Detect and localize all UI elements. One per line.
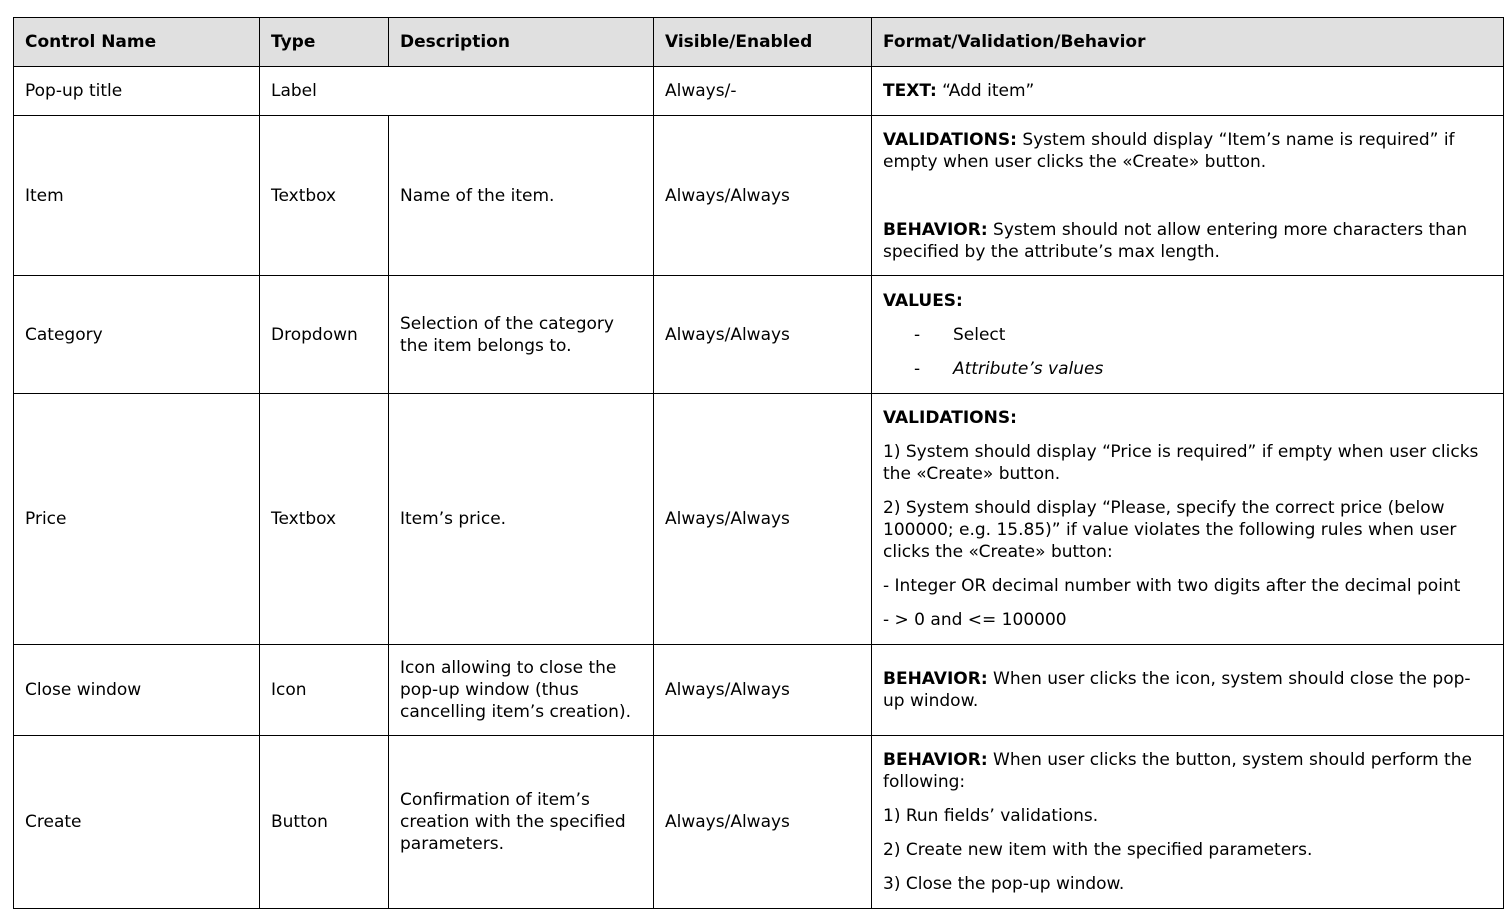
cell-description: Name of the item.	[389, 116, 654, 276]
cell-control: Create	[14, 736, 260, 909]
values-label: VALUES:	[883, 290, 963, 311]
validations-label-line	[883, 407, 1492, 429]
cell-format	[872, 645, 1504, 736]
header-type: Type	[260, 18, 389, 67]
cell-control: Category	[14, 276, 260, 394]
header-format: Format/Validation/Behavior	[872, 18, 1504, 67]
spec-table	[13, 17, 1504, 909]
validations-paragraph	[883, 129, 1492, 173]
list-dash: -	[914, 358, 921, 379]
table-row	[14, 116, 1504, 276]
behavior-step: 2) Create new item with the specified parameters.	[883, 840, 1313, 860]
cell-description: Item’s price.	[389, 394, 654, 645]
cell-description: Confirmation of item’s creation with the specified parameters.	[389, 736, 654, 909]
list-item	[883, 324, 1492, 346]
format-text: “Add item”	[936, 81, 1035, 101]
cell-description: Icon allowing to close the pop-up window (thus cancelling item’s creation).	[389, 645, 654, 736]
cell-type: Icon	[260, 645, 389, 736]
cell-format	[872, 276, 1504, 394]
header-control-name: Control Name	[14, 18, 260, 67]
cell-type: Button	[260, 736, 389, 909]
cell-format	[872, 116, 1504, 276]
behavior-text: When user clicks the button, system should perform the following:	[883, 750, 1472, 792]
validations-label: VALIDATIONS:	[883, 129, 1017, 150]
table-row	[14, 276, 1504, 394]
cell-visible: Always/-	[654, 67, 872, 116]
behavior-step: 3) Close the pop-up window.	[883, 874, 1125, 894]
validation-rule: 1) System should display “Price is required” if empty when user clicks the «Create» button.	[883, 442, 1479, 484]
cell-visible: Always/Always	[654, 645, 872, 736]
behavior-text: When user clicks the icon, system should close the pop-up window.	[883, 669, 1471, 711]
header-description: Description	[389, 18, 654, 67]
behavior-paragraph	[883, 219, 1492, 263]
cell-type: Textbox	[260, 116, 389, 276]
cell-format	[872, 67, 1504, 116]
behavior-label: BEHAVIOR:	[883, 669, 988, 689]
list-item-text: Attribute’s values	[953, 358, 1104, 379]
list-dash: -	[914, 324, 921, 345]
table-row	[14, 67, 1504, 116]
cell-control: Pop-up title	[14, 67, 260, 116]
validation-rule: - Integer OR decimal number with two digits after the decimal point	[883, 576, 1461, 596]
cell-visible: Always/Always	[654, 736, 872, 909]
cell-type: Textbox	[260, 394, 389, 645]
cell-type: Label	[260, 67, 654, 116]
validations-text: System should display “Item’s name is required” if empty when user clicks the «Create» button.	[883, 129, 1455, 172]
cell-control: Item	[14, 116, 260, 276]
table-row	[14, 736, 1504, 909]
cell-visible: Always/Always	[654, 116, 872, 276]
cell-control: Close window	[14, 645, 260, 736]
behavior-step: 1) Run fields’ validations.	[883, 806, 1099, 826]
header-visible-enabled: Visible/Enabled	[654, 18, 872, 67]
cell-format	[872, 394, 1504, 645]
behavior-label: BEHAVIOR:	[883, 219, 988, 240]
cell-visible: Always/Always	[654, 394, 872, 645]
list-item	[883, 358, 1492, 380]
behavior-label: BEHAVIOR:	[883, 750, 988, 770]
header-row	[14, 18, 1504, 67]
values-label-line	[883, 290, 1492, 312]
list-item-text: Select	[953, 324, 1006, 345]
table-row	[14, 645, 1504, 736]
cell-type: Dropdown	[260, 276, 389, 394]
behavior-paragraph	[883, 749, 1492, 793]
format-label: TEXT:	[883, 81, 937, 101]
cell-format	[872, 736, 1504, 909]
validation-rule: - > 0 and <= 100000	[883, 610, 1067, 630]
validations-label: VALIDATIONS:	[883, 408, 1017, 428]
cell-visible: Always/Always	[654, 276, 872, 394]
behavior-text: System should not allow entering more characters than specified by the attribute’s max length.	[883, 219, 1468, 262]
validation-rule: 2) System should display “Please, specify the correct price (below 100000; e.g. 15.85)” if value violates the following rules when user clicks the «Create» button:	[883, 498, 1457, 562]
cell-description: Selection of the category the item belongs to.	[389, 276, 654, 394]
table-row	[14, 394, 1504, 645]
cell-control: Price	[14, 394, 260, 645]
